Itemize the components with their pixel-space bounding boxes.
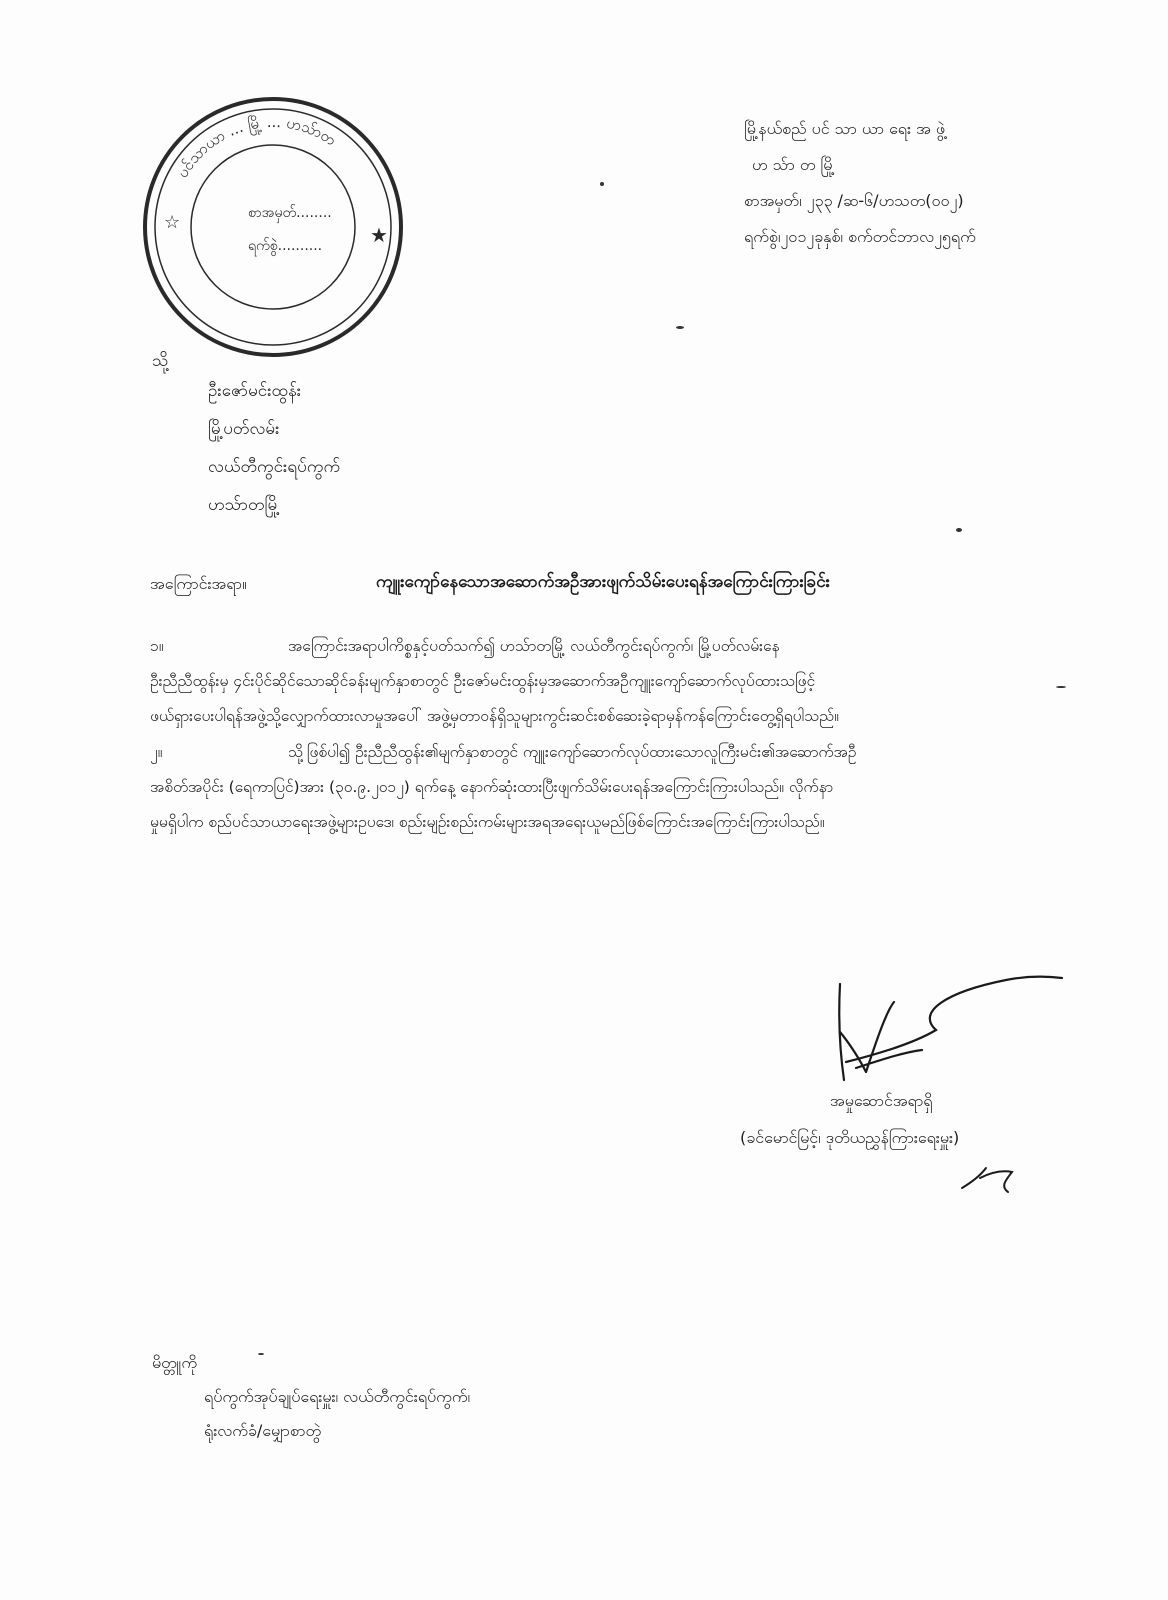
paragraph-1-line: ဦးညီညီထွန်းမှ ၄င်းပိုင်ဆိုင်သောဆိုင်ခန်းမျက်နှာစာတွင် ဦးဇော်မင်းထွန်းမှအဆောက်အဦကျူးကျော်ဆောက်လုပ်ထားသဖြင့် (150, 672, 816, 690)
recipient-street: မြို့ပတ်လမ်း (208, 419, 280, 439)
reference-number: စာအမှတ်၊ ၂၃၃ /ဆ-၆/ဟသတ(၀၀၂) (744, 191, 964, 210)
paragraph-2-number: ၂။ (150, 743, 163, 761)
paragraph-1-line: အကြောင်းအရာပါကိစ္စနှင့်ပတ်သက်၍ ဟသ်ာတမြို့ လယ်တီကွင်းရပ်ကွက်၊ မြို့ပတ်လမ်းနေ (288, 637, 780, 655)
recipient-city: ဟသ်ာတမြို့ (208, 495, 280, 515)
scan-speck (600, 182, 604, 186)
sender-organization: မြို့နယ်စည် ပင် သာ ယာ ရေး အ ဖွဲ့ (744, 119, 946, 138)
handwritten-initials (958, 1158, 1028, 1198)
recipient-ward: လယ်တီကွင်းရပ်ကွက် (208, 457, 341, 477)
paragraph-2-line: အစိတ်အပိုင်း (ရေကာပြင်)အား (၃၀.၉.၂၀၁၂) ရက်နေ့ နောက်ဆုံးထားပြီးဖျက်သိမ်းပေးရန်အကြောင်းကြားပါသည်။ လိုက်နာ (150, 778, 833, 796)
paragraph-1-number: ၁။ (150, 637, 164, 655)
seal-field-2: ရက်စွဲ.......... (248, 238, 323, 254)
scan-speck (1056, 686, 1066, 688)
sender-city: ဟ သ်ာ တ မြို့ (752, 155, 835, 174)
seal-star-icon: ☆ (164, 212, 181, 233)
recipient-name: ဦးဇော်မင်းထွန်း (208, 381, 302, 401)
seal-star-icon: ★ (370, 223, 388, 247)
cc-recipient: ရပ်ကွက်အုပ်ချုပ်ရေးမှူး၊ လယ်တီကွင်းရပ်ကွက်၊ (204, 1387, 471, 1406)
seal-ring-text: ပင်သာယာ ... မြို့ ... ဟသ်ာတ (173, 112, 340, 181)
letter-date: ရက်စွဲ၊၂၀၁၂ခုနှစ်၊ စက်တင်ဘာလ၂၅ရက် (744, 227, 976, 246)
cc-label: မိတ္တူကို (152, 1353, 197, 1372)
handwritten-signature (826, 972, 1066, 1092)
subject-title: ကျူးကျော်နေသောအဆောက်အဦအားဖျက်သိမ်းပေးရန်အကြောင်းကြားခြင်း (376, 572, 830, 592)
scan-speck (676, 326, 684, 329)
signatory-name: (ခင်မောင်မြင့်၊ ဒုတိယညွှန်ကြားရေးမှူး) (740, 1128, 960, 1147)
paragraph-1-line: ဖယ်ရှားပေးပါရန်အဖွဲ့သို့လျှောက်ထားလာမှုအပေါ် အဖွဲ့မှတာဝန်ရှိသူများကွင်းဆင်းစစ်ဆေးခဲ့ရာမှန်ကန်ကြောင်းတွေ့ရှိရပါသည်။ (150, 707, 839, 725)
paragraph-2-line: သို့ဖြစ်ပါ၍ ဦးညီညီထွန်း၏မျက်နှာစာတွင် ကျူးကျော်ဆောက်လုပ်ထားသောလူကြီးမင်း၏အဆောက်အဦ (288, 743, 857, 761)
scan-speck (258, 1353, 264, 1355)
paragraph-2-line: မှုမရှိပါက စည်ပင်သာယာရေးအဖွဲ့များဥပဒေ၊ စည်းမျဉ်းစည်းကမ်းများအရအရေးယူမည်ဖြစ်ကြောင်းအကြောင်းကြားပါသည်။ (150, 813, 825, 831)
signatory-title: အမှုဆောင်အရာရှိ (830, 1091, 933, 1110)
scan-speck (956, 528, 962, 532)
seal-field-1: စာအမှတ်........ (248, 205, 332, 221)
cc-recipient: ရုံးလက်ခံ/မျှောစာတွဲ (204, 1421, 322, 1440)
official-seal (138, 92, 408, 362)
subject-label: အကြောင်းအရာ။ (150, 574, 247, 593)
to-label: သို့ (152, 351, 169, 371)
